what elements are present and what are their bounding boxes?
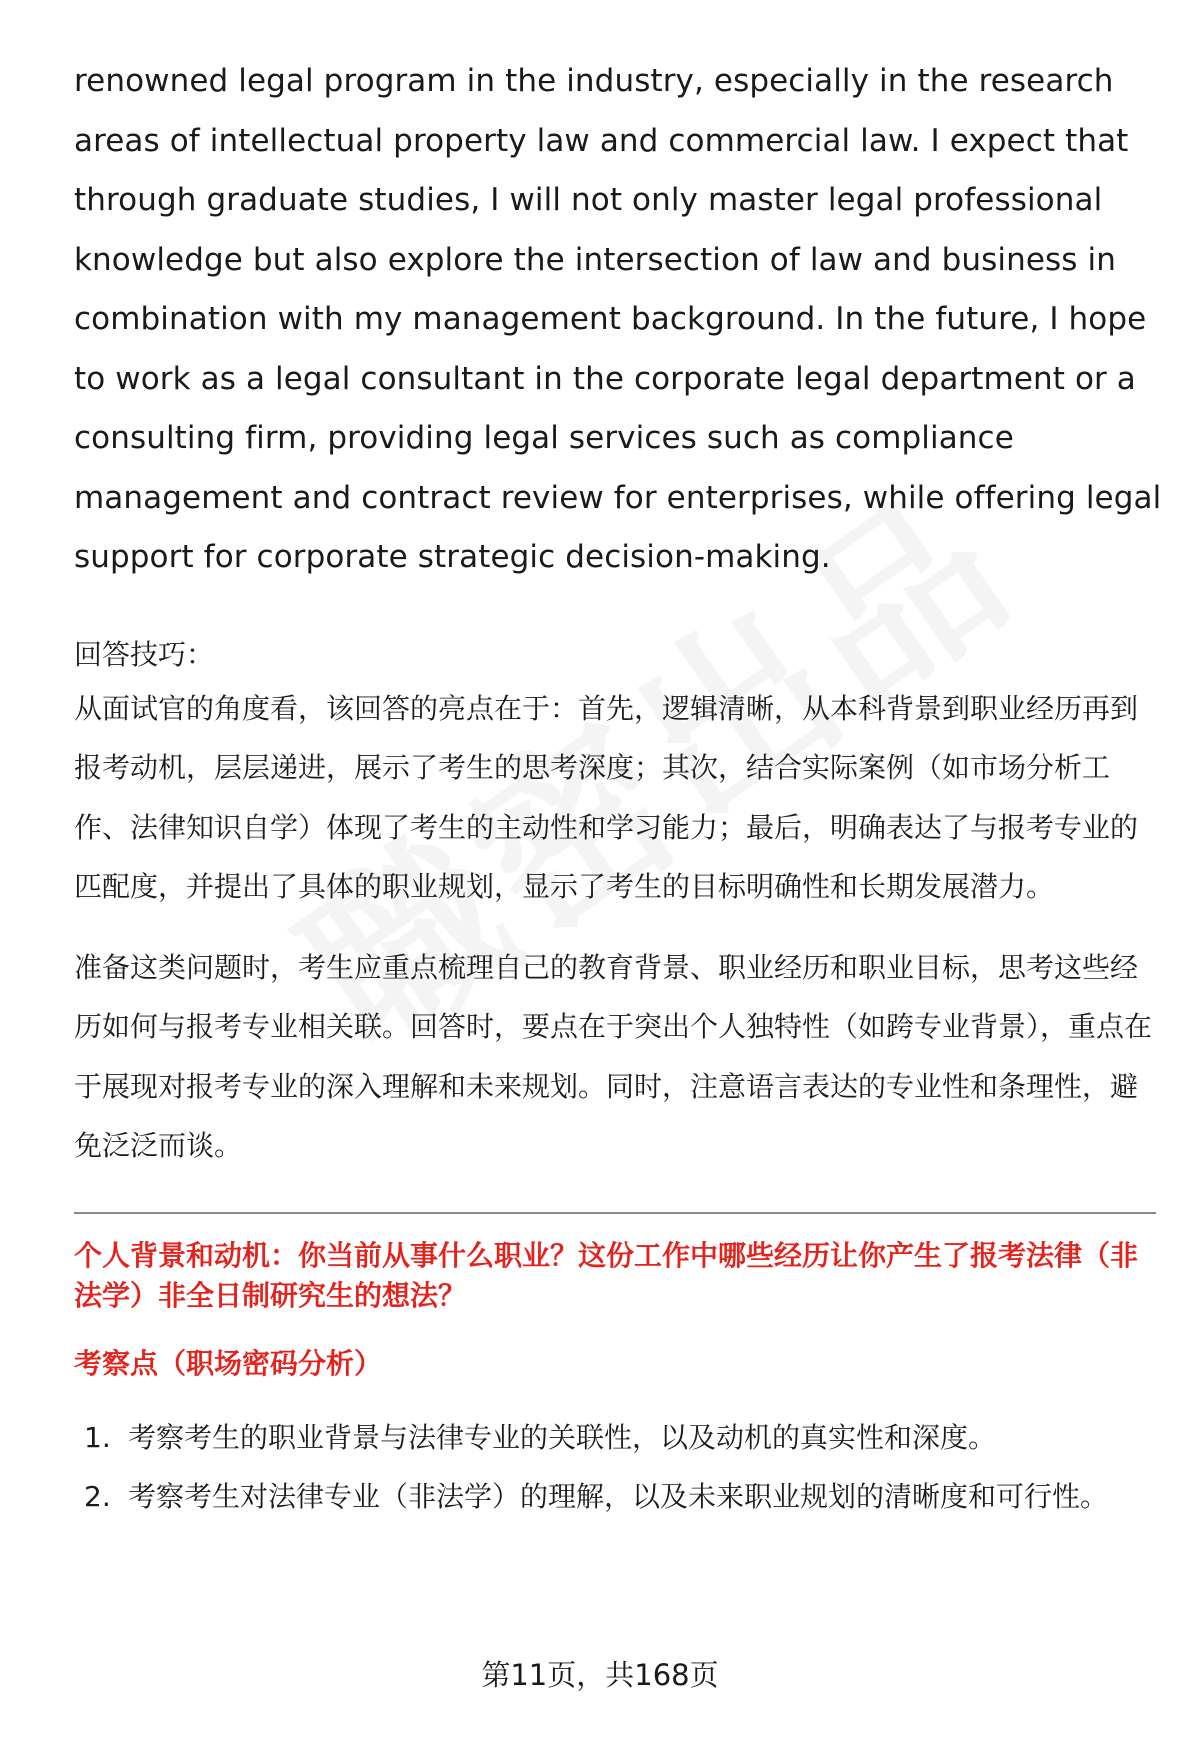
list-item-text: 考察考生的职业背景与法律专业的关联性，以及动机的真实性和深度。 (128, 1420, 997, 1454)
tips-paragraph-2: 准备这类问题时，考生应重点梳理自己的教育背景、职业经历和职业目标，思考这些经历如何与报考专业相关联。回答时，要点在于突出个人独特性（如跨专业背景），重点在于展现对报考专业的深入理解和未来规划。同时，注意语言表达的专业性和条理性，避免泛泛而谈。 (74, 950, 1153, 1162)
question-heading: 个人背景和动机：你当前从事什么职业？这份工作中哪些经历让你产生了报考法律（非法学）非全日制研究生的想法？ (74, 1238, 1139, 1312)
assessment-points-title: 考察点（职场密码分析） (74, 1346, 383, 1380)
page-number: 第11页，共168页 (481, 1658, 719, 1692)
list-item (74, 1408, 1164, 1468)
page-content (74, 52, 1164, 1527)
tips-paragraph-1: 从面试官的角度看，该回答的亮点在于：首先，逻辑清晰，从本科背景到职业经历再到报考动机，层层递进，展示了考生的思考深度；其次，结合实际案例（如市场分析工作、法律知识自学）体现了考生的主动性和学习能力；最后，明确表达了与报考专业的匹配度，并提出了具体的职业规划，显示了考生的目标明确性和长期发展潜力。 (74, 691, 1139, 903)
tips-label: 回答技巧： (74, 637, 215, 671)
section-divider (74, 1212, 1156, 1214)
list-item-number: 1. (84, 1420, 111, 1454)
list-item (74, 1467, 1164, 1527)
assessment-points-list (74, 1408, 1164, 1527)
answer-continued-paragraph: renowned legal program in the industry, especially in the research areas of intellectual property law and commercial law. I expect that through graduate studies, I will not only master legal professional knowledge but also explore the intersection of law and business in combination with my management background. In the future, I hope to work as a legal consultant in the corporate legal department or a consulting firm, providing legal services such as compliance management and contract review for enterprises, while offering legal support for corporate strategic decision-making. (74, 63, 1162, 575)
list-item-text: 考察考生对法律专业（非法学）的理解，以及未来职业规划的清晰度和可行性。 (128, 1480, 1109, 1513)
list-item-number: 2. (84, 1480, 111, 1513)
